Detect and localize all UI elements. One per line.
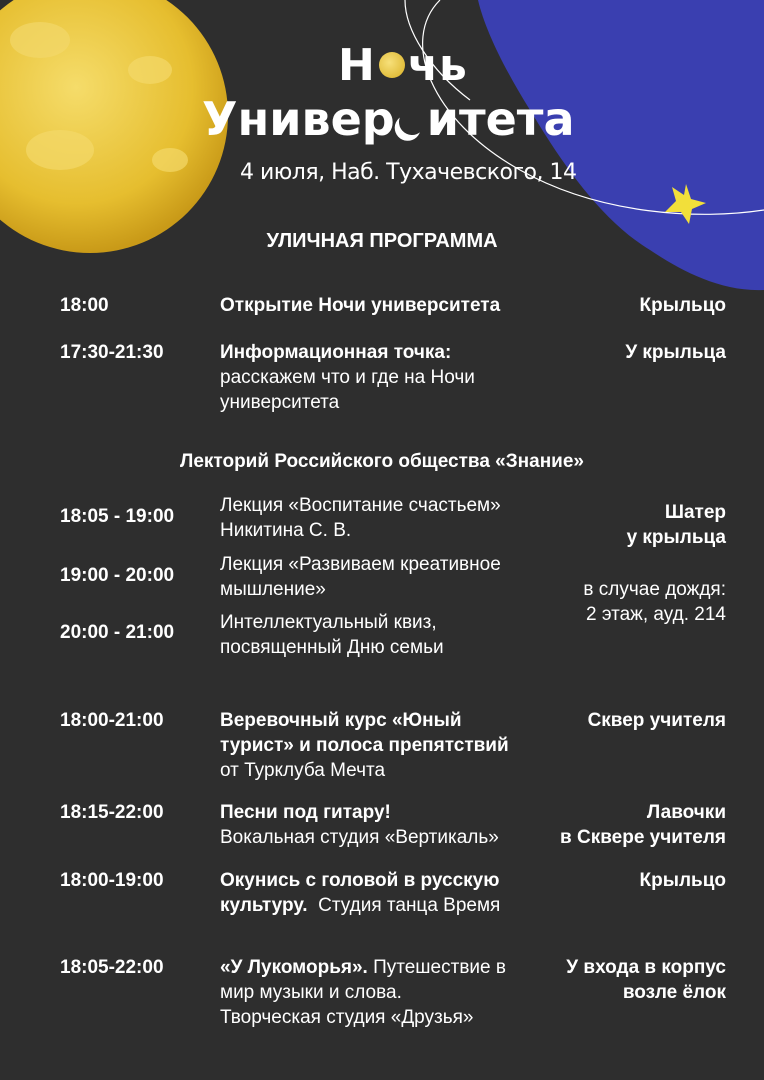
event-detail: Студия танца Время [318,895,501,916]
event-description [220,340,550,415]
page-title-line1 [338,40,468,91]
event-detail: посвященный Дню семьи [220,637,444,658]
event-title: Лекция «Развиваем креативное [220,554,501,575]
section-title: УЛИЧНАЯ ПРОГРАММА [266,230,498,252]
place-line: у крыльца [626,527,726,548]
event-description [220,552,550,602]
event-description [220,493,550,543]
event-title: «У Лукоморья». [220,957,368,978]
event-date-location: 4 июля, Наб. Тухачевского, 14 [240,160,577,185]
event-title: Окунись с головой в русскую [220,870,500,891]
event-detail: Никитина С. В. [220,520,352,541]
event-place: Крыльцо [639,295,726,316]
event-title: культуру. [220,895,308,916]
event-place: У крыльца [625,342,726,363]
place-line: 2 этаж, ауд. 214 [585,604,726,625]
moon-letter-icon [379,52,405,78]
event-description [220,708,560,783]
time: 18:05 - 19:00 [60,506,175,527]
event-detail: мир музыки и слова. [220,982,402,1003]
event-description [220,800,550,850]
title-text-part: итета [426,92,575,146]
time: 18:15-22:00 [60,802,164,823]
event-place [560,800,726,850]
event-title: Лекция «Воспитание счастьем» [220,495,501,516]
page-title-line2 [202,92,575,146]
place-line: Лавочки [646,802,726,823]
event-detail: Творческая студия «Друзья» [220,1007,474,1028]
lectory-title: Лекторий Российского общества «Знание» [180,451,584,472]
event-title: турист» и полоса препятствий [220,735,509,756]
event-description [220,955,550,1030]
event-title: мышление» [220,579,326,600]
time: 19:00 - 20:00 [60,565,175,586]
event-place: Сквер учителя [587,710,726,731]
event-place [566,955,726,1005]
event-detail: Вокальная студия «Вертикаль» [220,827,499,848]
event-description [220,610,550,660]
time: 18:05-22:00 [60,957,164,978]
event-title: Веревочный курс «Юный [220,710,462,731]
event-detail: расскажем что и где на Ночи [220,367,475,388]
place-line: У входа в корпус [566,957,726,978]
title-text-part: чь [407,40,468,91]
place-line: возле ёлок [622,982,726,1003]
event-detail: Путешествие в [373,957,506,978]
crescent-letter-icon [397,107,425,137]
event-title: Открытие Ночи университета [220,295,501,316]
event-place: Крыльцо [639,870,726,891]
event-description [220,293,550,318]
place-line: в Сквере учителя [560,827,726,848]
event-title: Интеллектуальный квиз, [220,612,437,633]
time: 18:00-21:00 [60,710,164,731]
event-detail: от Турклуба Мечта [220,760,386,781]
rain-place [583,577,726,627]
event-detail: университета [220,392,340,413]
lectory-place [627,500,726,550]
event-description [220,868,550,918]
place-line: в случае дождя: [583,579,726,600]
place-line: Шатер [664,502,726,523]
event-title: Информационная точка: [220,342,452,363]
time: 20:00 - 21:00 [60,622,175,643]
time: 18:00-19:00 [60,870,164,891]
title-text-part: Универ [202,92,395,146]
time: 17:30-21:30 [60,342,164,363]
title-text-part: Н [338,40,376,91]
event-title: Песни под гитару! [220,802,391,823]
time: 18:00 [60,295,109,316]
